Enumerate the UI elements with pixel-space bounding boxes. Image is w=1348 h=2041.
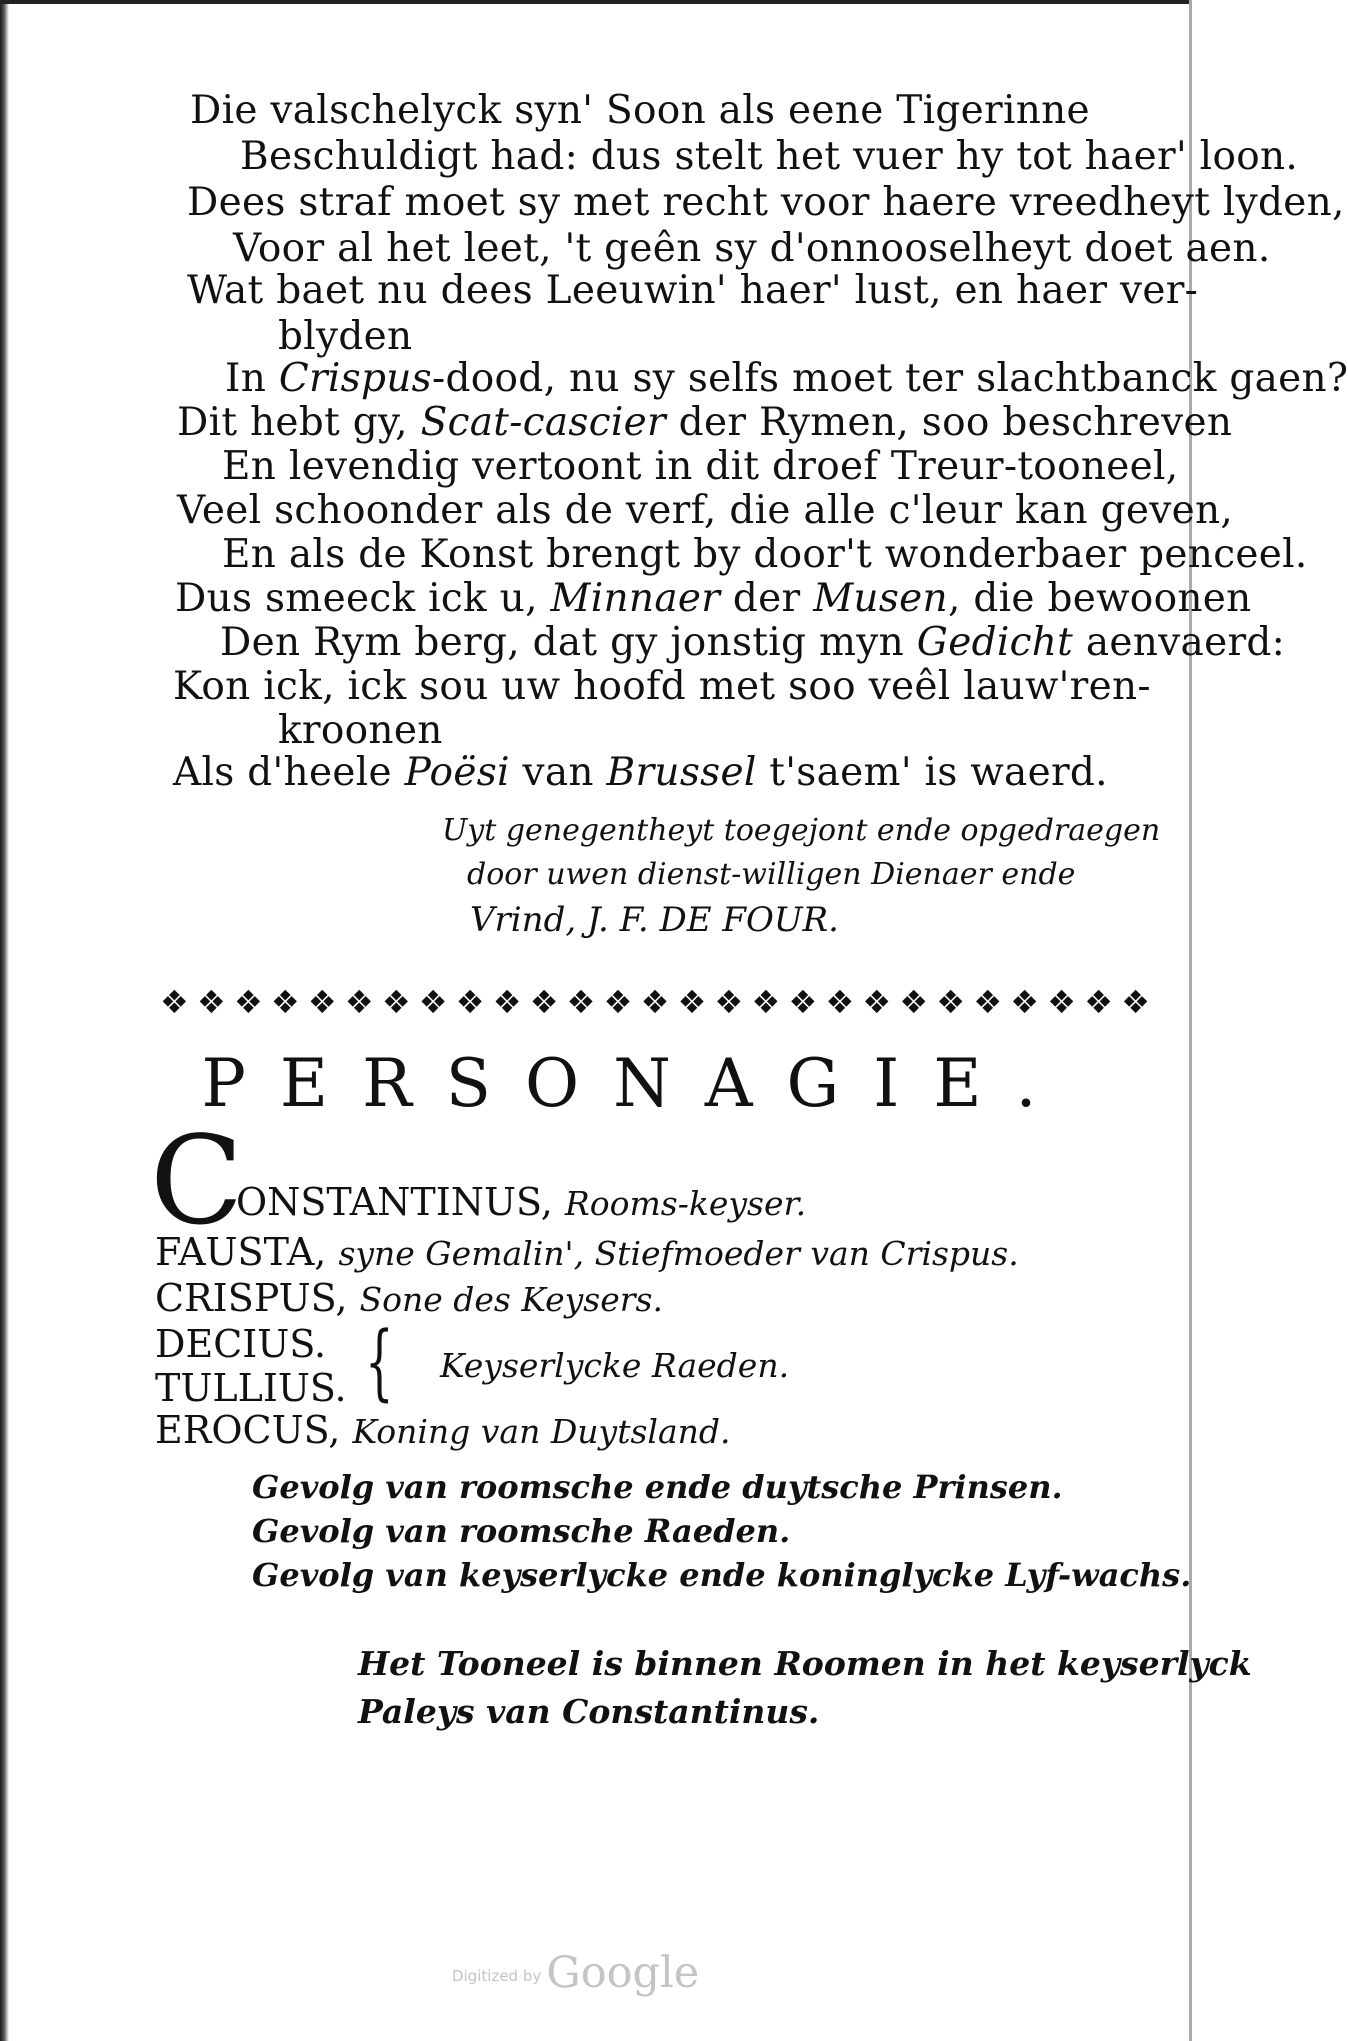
poem-line: blyden <box>278 314 413 359</box>
cast-description: syne Gemalin', Stiefmoeder van Crispus. <box>338 1234 1019 1273</box>
cast-name: EROCUS, <box>155 1408 341 1452</box>
ornament-glyph: ❖ <box>307 983 337 1021</box>
ornament-glyph: ❖ <box>1047 983 1076 1021</box>
ornament-glyph: ❖ <box>788 983 818 1021</box>
ornament-glyph: ❖ <box>344 983 374 1021</box>
cast-entry <box>155 1408 731 1452</box>
ornament-glyph: ❖ <box>418 983 448 1021</box>
cast-name: FAUSTA, <box>155 1230 327 1274</box>
google-logo: Google <box>546 1948 700 1998</box>
ornament-glyph: ❖ <box>196 983 226 1021</box>
poem-text: In <box>225 356 279 401</box>
poem-italic: Gedicht <box>916 620 1074 665</box>
ornament-glyph: ❖ <box>899 983 929 1021</box>
poem-text: , die bewoonen <box>947 576 1252 621</box>
cast-entry <box>155 1322 326 1366</box>
cast-description: Rooms-keyser. <box>564 1184 807 1223</box>
ornament-glyph: ❖ <box>714 983 744 1021</box>
poem-line: Veel schoonder als de verf, die alle c'leur kan geven, <box>177 488 1234 533</box>
cast-description: Koning van Duytsland. <box>352 1412 731 1451</box>
poem-line <box>173 750 1108 795</box>
scene-note: Het Tooneel is binnen Roomen in het keyserlyck <box>358 1644 1252 1683</box>
scan-top-edge <box>0 0 1192 4</box>
ornament-glyph: ❖ <box>973 983 1002 1021</box>
ornament-glyph: ❖ <box>1084 983 1113 1021</box>
brace-bracket: { <box>365 1315 394 1410</box>
ornament-glyph: ❖ <box>529 983 559 1021</box>
ornament-glyph: ❖ <box>825 983 855 1021</box>
ornament-glyph: ❖ <box>1010 983 1039 1021</box>
cast-entry <box>440 1342 789 1386</box>
digitized-watermark <box>452 1948 699 1998</box>
poem-text: Als d'heele <box>173 750 405 795</box>
watermark-prefix: Digitized by <box>452 1967 542 1985</box>
poem-line <box>175 576 1252 621</box>
poem-line: Voor al het leet, 't geên sy d'onnooselheyt doet aen. <box>233 226 1271 271</box>
cast-description: Keyserlycke Raeden. <box>440 1346 790 1385</box>
ornament-glyph: ❖ <box>603 983 633 1021</box>
poem-text: Dit hebt gy, <box>177 400 421 445</box>
poem-italic: Minnaer <box>550 576 721 621</box>
scan-left-edge <box>0 0 9 2041</box>
cast-name: ONSTANTINUS, <box>236 1180 553 1224</box>
ornament-glyph: ❖ <box>566 983 596 1021</box>
poem-text: -dood, nu sy selfs moet ter slachtbanck gaen? <box>432 356 1348 401</box>
cast-entry <box>155 1276 663 1320</box>
ornament-glyph: ❖ <box>381 983 411 1021</box>
cast-name: TULLIUS. <box>155 1366 347 1410</box>
ornament-glyph: ❖ <box>1121 983 1150 1021</box>
ornament-glyph: ❖ <box>640 983 670 1021</box>
ornament-glyph: ❖ <box>270 983 300 1021</box>
poem-italic: Brussel <box>606 750 757 795</box>
author-signature: Vrind, J. F. DE FOUR. <box>470 900 839 940</box>
drop-cap: C <box>150 1110 244 1252</box>
poem-line: En levendig vertoont in dit droef Treur-tooneel, <box>222 444 1179 489</box>
poem-line: En als de Konst brengt by door't wonderbaer penceel. <box>222 532 1308 577</box>
poem-text: der Rymen, soo beschreven <box>665 400 1233 445</box>
poem-line: Die valschelyck syn' Soon als eene Tigerinne <box>190 88 1090 133</box>
retinue-line: Gevolg van roomsche ende duytsche Prinsen. <box>252 1468 1063 1506</box>
poem-line: Kon ick, ick sou uw hoofd met soo veêl lauw'ren- <box>173 664 1151 709</box>
poem-line: Beschuldigt had: dus stelt het vuer hy tot haer' loon. <box>240 134 1299 179</box>
poem-italic: Scat-cascier <box>420 400 666 445</box>
dedication-line: door uwen dienst-willigen Dienaer ende <box>467 857 1076 892</box>
dedication-line: Uyt genegentheyt toegejont ende opgedraegen <box>442 813 1161 848</box>
ornament-glyph: ❖ <box>936 983 966 1021</box>
poem-text: t'saem' is waerd. <box>756 750 1108 795</box>
poem-line: Wat baet nu dees Leeuwin' haer' lust, en haer ver- <box>187 268 1199 313</box>
ornament-glyph: ❖ <box>677 983 707 1021</box>
cast-entry <box>155 1366 347 1410</box>
poem-line <box>220 620 1285 665</box>
cast-description: Sone des Keysers. <box>359 1280 663 1319</box>
ornament-glyph: ❖ <box>160 983 189 1021</box>
poem-italic: Crispus <box>278 356 432 401</box>
poem-line: kroonen <box>278 708 443 753</box>
ornament-glyph: ❖ <box>455 983 485 1021</box>
poem-line <box>177 400 1232 445</box>
poem-text: van <box>509 750 607 795</box>
poem-text: Den Rym berg, dat gy jonstig myn <box>220 620 917 665</box>
poem-text: aenvaerd: <box>1073 620 1286 665</box>
poem-italic: Musen <box>813 576 948 621</box>
ornament-border <box>160 982 1150 1022</box>
poem-line <box>225 356 1348 401</box>
retinue-line: Gevolg van roomsche Raeden. <box>252 1512 791 1550</box>
ornament-glyph: ❖ <box>233 983 263 1021</box>
scene-note: Paleys van Constantinus. <box>358 1692 820 1731</box>
cast-entry <box>155 1230 1019 1274</box>
ornament-glyph: ❖ <box>751 983 781 1021</box>
retinue-line: Gevolg van keyserlycke ende koninglycke Lyf-wachs. <box>252 1556 1192 1594</box>
cast-name: CRISPUS, <box>155 1276 348 1320</box>
poem-italic: Poësi <box>404 750 510 795</box>
page-title: PERSONAGIE. <box>201 1045 1071 1122</box>
cast-entry <box>236 1180 806 1224</box>
ornament-glyph: ❖ <box>492 983 522 1021</box>
poem-text: Dus smeeck ick u, <box>175 576 551 621</box>
ornament-glyph: ❖ <box>862 983 892 1021</box>
poem-line: Dees straf moet sy met recht voor haere vreedheyt lyden, <box>187 180 1345 225</box>
cast-name: DECIUS. <box>155 1322 327 1366</box>
poem-text: der <box>720 576 814 621</box>
